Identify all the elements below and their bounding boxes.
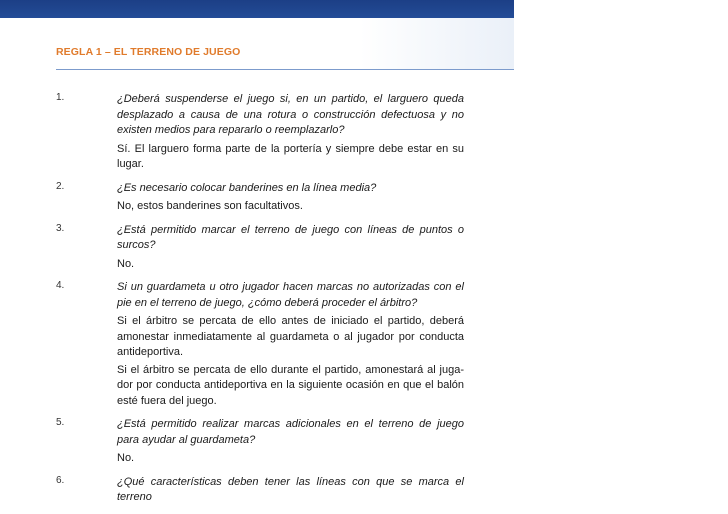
answer-text: No. [117,452,135,464]
question-number: 1. [56,92,65,103]
question-item [56,223,464,273]
header-divider [56,69,514,70]
questions-list [56,92,464,514]
question-number: 6. [56,474,65,486]
question-item [56,92,464,173]
question-text: ¿Está permitido realizar marcas adicionales en el terreno de juego para ayudar al guardameta? [117,418,464,446]
question-text: ¿Qué características deben tener las líneas con que se marca el terreno [117,475,464,503]
page-title: REGLA 1 – EL TERRENO DE JUEGO [56,46,241,58]
question-text: Si un guardameta u otro jugador hacen marcas no autorizadas con el pie en el terreno de juego, ¿cómo deberá proceder el árbitro? [117,281,464,309]
question-number: 5. [56,417,65,428]
answer-text: Si el árbitro se percata de ello durante el partido, amonestará al juga-dor por conducta antideportiva en la siguiente ocasión en que el balón esté fuera del juego. [117,363,464,407]
question-number: 2. [56,180,65,192]
header-band [0,18,514,70]
answer-text: Sí. El larguero forma parte de la portería y siempre debe estar en su lugar. [117,142,464,170]
question-item [56,181,464,215]
question-number: 4. [56,280,65,291]
answer-text: No. [117,257,135,270]
question-text: ¿Está permitido marcar el terreno de juego con líneas de puntos o surcos? [117,223,464,251]
question-item [56,475,464,506]
question-text: ¿Es necesario colocar banderines en la línea media? [117,181,377,194]
answer-text: Si el árbitro se percata de ello antes de iniciado el partido, deberá amonestar inmediatamente al guardameta o al jugador por conducta antideportiva. [117,315,464,358]
question-item [56,280,464,409]
question-item [56,417,464,467]
question-text: ¿Deberá suspenderse el juego si, en un partido, el larguero queda desplazado a causa de una rotura o construcción defectuosa y no existen medios para repararlo o reemplazarlo? [117,93,464,136]
top-banner [0,0,514,18]
answer-text: No, estos banderines son facultativos. [117,200,303,212]
question-number: 3. [56,222,65,234]
